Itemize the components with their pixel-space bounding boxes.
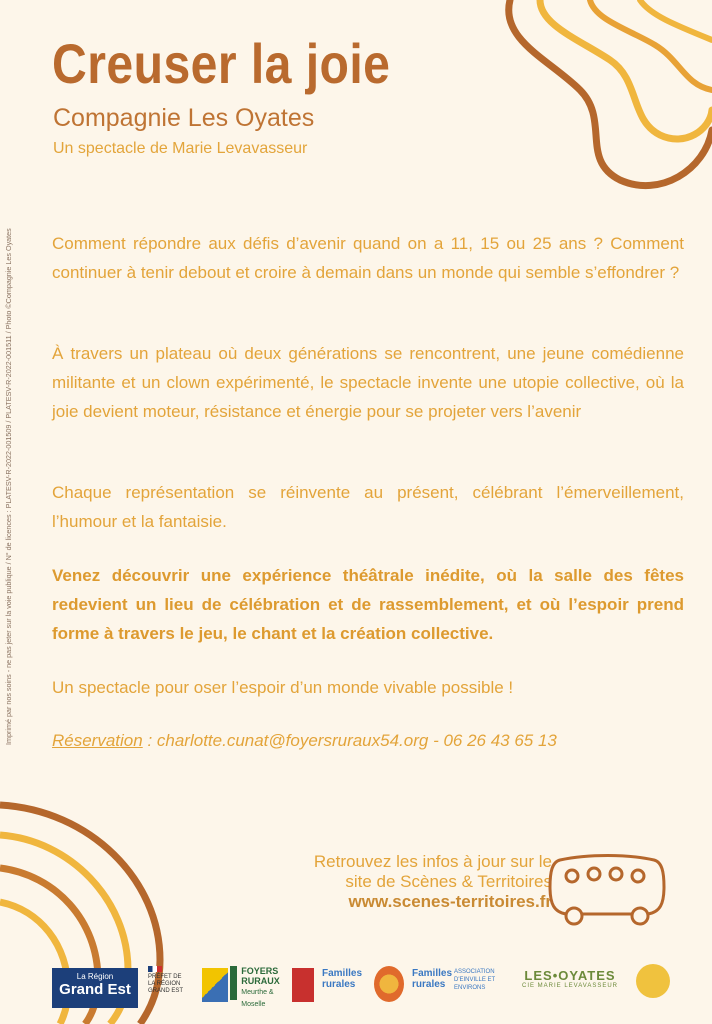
footer-line-2: site de Scènes & Territoires — [345, 872, 552, 891]
paragraph-1: Comment répondre aux défis d’avenir quand on a 11, 15 ou 25 ans ? Comment continuer à tenir debout et croire à demain dans un monde qui semble s’effondrer ? — [52, 234, 684, 282]
les-oyates-logo: LES•OYATES CIE MARIE LEVAVASSEUR — [521, 968, 619, 989]
grand-est-logo: La Région Grand Est — [52, 968, 138, 1008]
paragraph-3: Chaque représentation se réinvente au présent, célébrant l’émerveillement, l’humour et la fantaisie. — [52, 483, 684, 531]
bus-icon — [548, 852, 666, 932]
reservation-line — [52, 731, 557, 751]
author-line: Un spectacle de Marie Levavasseur — [53, 140, 308, 157]
partner-logos — [40, 960, 680, 1010]
familles-rurales-logo-2: Familles rurales — [412, 968, 453, 990]
footer-info — [222, 852, 552, 912]
highlight-paragraph: Venez découvrir une expérience théâtrale inédite, où la salle des fêtes redevient un lieu de célébration et de rassemblement, et où l’espoir prend forme à travers le jeu, le chant et la création collective. — [52, 566, 684, 643]
legal-side-note: Imprimé par nos soins - ne pas jeter sur la voie publique / N° de licences : PLATESV-R-2022-001509 / PLATESV-R-2022-001511 / Photo ©Compagnie Les Oyates — [4, 228, 13, 745]
cc-logo — [292, 968, 314, 1002]
scenes-territoires-logo — [374, 966, 404, 1002]
reservation-label[interactable]: Réservation — [52, 731, 143, 750]
page-title: Creuser la joie — [52, 32, 391, 95]
footer-line-1: Retrouvez les infos à jour sur le — [313, 852, 552, 871]
company-name: Compagnie Les Oyates — [53, 104, 315, 132]
swirl-decoration-top — [470, 0, 712, 200]
mediatheque-logo — [202, 968, 228, 1002]
paragraph-2: À travers un plateau où deux générations se rencontrent, une jeune comédienne militante et un clown expérimenté, le spectacle invente une utopie collective, où la joie devient moteur, résistance et énergie pour se projeter vers l’avenir — [52, 344, 684, 421]
familles-rurales-logo-1: Familles rurales — [322, 968, 363, 990]
scenes-badge-logo — [636, 964, 670, 998]
prefet-logo: PRÉFET DE LA RÉGION GRAND EST — [148, 966, 190, 995]
closing-line: Un spectacle pour oser l’espoir d’un monde vivable possible ! — [52, 678, 514, 697]
reservation-details[interactable]: : charlotte.cunat@foyersruraux54.org - 06 26 43 65 13 — [142, 731, 557, 750]
footer-url-link[interactable]: www.scenes-territoires.fr — [348, 892, 552, 911]
association-einville-logo: ASSOCIATION D'EINVILLE ET ENVIRONS — [454, 969, 496, 991]
foyers-ruraux-logo: FOYERS RURAUX Meurthe & Moselle — [230, 966, 282, 1010]
